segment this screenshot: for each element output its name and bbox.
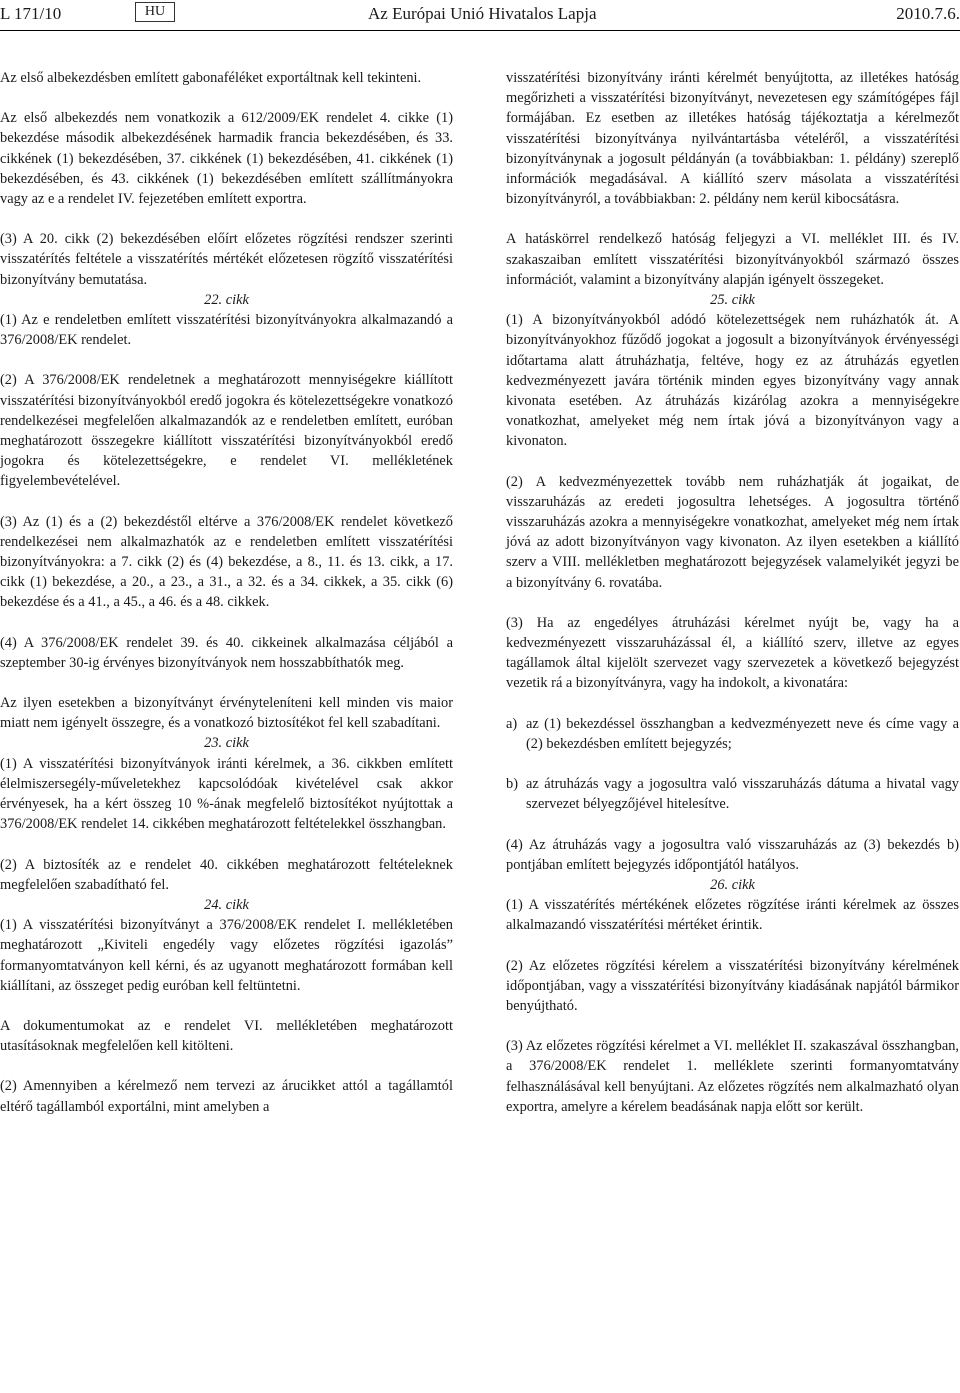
paragraph: (3) Ha az engedélyes átruházási kérelmet nyújt be, vagy ha a kedvezményezett visszaruházással él, a kiállító szerv, illetve az egyes tagállamok által kijelölt szervezet vagy szervezetek a következő bejegyzést vezetik rá a bizonyítványra, vagy ha indokolt, a kivonatára: <box>506 614 959 692</box>
paragraph: Az ilyen esetekben a bizonyítványt érvényteleníteni kell minden vis maior miatt nem igényelt összegre, és a vonatkozó biztosítékot fel kell szabadítani. <box>0 695 453 732</box>
list-item <box>506 774 959 814</box>
paragraph: (3) Az (1) és a (2) bekezdéstől eltérve a 376/2008/EK rendelet következő rendelkezései nem alkalmazhatók az e rendeletben említett visszatérítési bizonyítványokra: a 7. cikk (2) és (4) bekezdése, a 8., 11. és 13. cikk, a 17. cikk (1) bekezdése, a 20., a 23., a 31., a 32. és a 34. cikkek, a 35. cikk (6) bekezdése és a 41., a 45., a 46. és a 48. cikkek. <box>0 513 453 611</box>
language-badge: HU <box>135 2 175 22</box>
list-item-label: b) <box>506 776 518 793</box>
list-item-label: a) <box>506 715 518 732</box>
list-item-text: az átruházás vagy a jogosultra való visszaruházás dátuma a hivatal vagy szervezet bélyegzőjével hitelesítve. <box>526 776 959 813</box>
paragraph: (1) A visszatérítési bizonyítványok iránti kérelmek, a 36. cikkben említett élelmiszersegély-műveletekhez kapcsolódóak kivételével csak akkor érvényesek, ha a kért összeg 10 %-ának megfelelő biztosítékot nyújtottak a 376/2008/EK rendelet 14. cikkében meghatározott feltételekkel összhangban. <box>0 755 453 833</box>
page-reference: L 171/10 <box>0 4 62 23</box>
paragraph: (3) A 20. cikk (2) bekezdésében előírt előzetes rögzítési rendszer szerinti visszatérítés feltétele a visszatérítés mértékét előzetesen rögzítő visszatérítési bizonyítvány bemutatása. <box>0 231 453 288</box>
paragraph: A dokumentumokat az e rendelet VI. mellékletében meghatározott utasításoknak megfelelően kell kitölteni. <box>0 1017 453 1055</box>
paragraph: (4) Az átruházás vagy a jogosultra való visszaruházás az (3) bekezdés b) pontjában említett bejegyzés időpontjától hatályos. <box>506 836 959 873</box>
paragraph: (2) A biztosíték az e rendelet 40. cikkében meghatározott feltételeknek megfelelően szabadítható fel. <box>0 856 453 893</box>
article-heading-26: 26. cikk <box>710 876 755 893</box>
paragraph: (1) A visszatérítés mértékének előzetes rögzítése iránti kérelmek az összes alkalmazandó visszatérítési mértéket érintik. <box>506 897 959 934</box>
paragraph: Az első albekezdésben említett gabonaféléket exportáltnak kell tekinteni. <box>0 70 422 86</box>
right-column <box>506 68 959 1117</box>
paragraph: (2) A 376/2008/EK rendeletnek a meghatározott mennyiségekre kiállított visszatérítési bizonyítványokból eredő jogokra és kötelezettségekre vonatkozó rendelkezései megfelelően alkalmazandók az e rendeletben említett, euróban meghatározott összegekre kiállított visszatérítési bizonyítványokból eredő jogokra és kötelezettségekre, e rendelet VI. mellékletének figyelembevételével. <box>0 372 453 490</box>
publication-date: 2010.7.6. <box>896 4 960 23</box>
paragraph: (1) Az e rendeletben említett visszatérítési bizonyítványokra alkalmazandó a 376/2008/EK rendelet. <box>0 312 453 349</box>
paragraph: A hatáskörrel rendelkező hatóság feljegyzi a VI. melléklet III. és IV. szakaszaiban említett visszatérítési bizonyítványokból származó összes információt, valamint a bizonyítvány alapján igényelt összegeket. <box>506 231 959 288</box>
list-item-text: az (1) bekezdéssel összhangban a kedvezményezett neve és címe vagy a (2) bekezdésben említett bejegyzés; <box>526 715 959 752</box>
left-column <box>0 68 453 1117</box>
header-rule <box>0 30 960 31</box>
publisher-title: Az Európai Unió Hivatalos Lapja <box>368 4 597 23</box>
article-heading-23: 23. cikk <box>204 735 249 752</box>
article-heading-22: 22. cikk <box>204 291 249 308</box>
article-heading-25: 25. cikk <box>710 292 755 309</box>
paragraph: (2) Amennyiben a kérelmező nem tervezi az árucikket attól a tagállamtól eltérő tagállamból exportálni, mint amelyben a <box>0 1078 453 1115</box>
paragraph: (4) A 376/2008/EK rendelet 39. és 40. cikkeinek alkalmazása céljából a szeptember 30-ig érvényes bizonyítványok nem hosszabbíthatók meg. <box>0 634 453 671</box>
paragraph: Az első albekezdés nem vonatkozik a 612/2009/EK rendelet 4. cikke (1) bekezdése második albekezdésének harmadik francia bekezdésében, és 33. cikkének (1) bekezdésében, 37. cikkének (1) bekezdésében, 41. cikkének (1) bekezdésében, és 43. cikkének (1) bekezdésében említett szállítmányokra vagy az e a rendelet IV. fejezetében említett exportra. <box>0 110 453 208</box>
paragraph: (1) A bizonyítványokból adódó kötelezettségek nem ruházhatók át. A bizonyítványokhoz fűződő jogokat a jogosult a bizonyítványok érvényességi időtartama alatt átruházhatja, feltéve, hogy ez az átruházás egyetlen kedvezményezett javára történik minden egyes bizonyítvány vagy annak kivonata esetében. Az átruházás kizárólag azokra a mennyiségekre vonatkozhat, amelyeket még nem írtak jóvá a bizonyítványon vagy a kivonaton. <box>506 312 959 450</box>
paragraph: (3) Az előzetes rögzítési kérelmet a VI. melléklet II. szakaszával összhangban, a 376/2008/EK rendelet 1. melléklete szerinti formanyomtatvány felhasználásával kell benyújtani. Az előzetes rögzítés nem alkalmazható olyan exportra, amelyre a kérelem beadásának napja előtt sor került. <box>506 1038 959 1115</box>
article-heading-24: 24. cikk <box>204 896 249 913</box>
list-item <box>506 714 959 754</box>
paragraph: (1) A visszatérítési bizonyítványt a 376/2008/EK rendelet I. mellékletében meghatározott „Kiviteli engedély vagy előzetes rögzítési igazolás” formanyomtatványon kell kérni, és az ugyanott meghatározott formában kell kiállítani, az összeget pedig euróban kell feltüntetni. <box>0 917 453 994</box>
paragraph: (2) A kedvezményezettek tovább nem ruházhatják át jogaikat, de visszaruházás az eredeti jogosultra lehetséges. A jogosultra történő visszaruházás azokra a mennyiségekre vonatkozhat, amelyeket még nem írtak jóvá az adott bizonyítványon vagy kivonaton. Az ilyen esetekben a kiállító szerv a VIII. mellékletben meghatározott bejegyzések valamelyikét jegyzi be a bizonyítvány 6. rovatába. <box>506 473 959 591</box>
paragraph: (2) Az előzetes rögzítési kérelem a visszatérítési bizonyítvány kérelmének időpontjában, vagy a visszatérítési bizonyítvány kiadásának napjától bármikor benyújtható. <box>506 957 959 1014</box>
paragraph: visszatérítési bizonyítvány iránti kérelmét benyújtotta, az illetékes hatóság megőrizheti a visszatérítési bizonyítványt, nevezetesen egy számítógépes fájl formájában. Ez esetben az illetékes hatóság tájékoztatja a kérelmezőt visszatérítési bizonyítványa nyilvántartásba vételéről, a visszatérítési bizonyítványnak a jogosult példányán (a továbbiakban: 1. példány) szereplő információk megadásával. A kiállító szerv másolata a visszatérítési bizonyítványról, a továbbiakban: 2. példány nem kerül kibocsátásra. <box>506 70 959 208</box>
page-header <box>0 0 960 30</box>
